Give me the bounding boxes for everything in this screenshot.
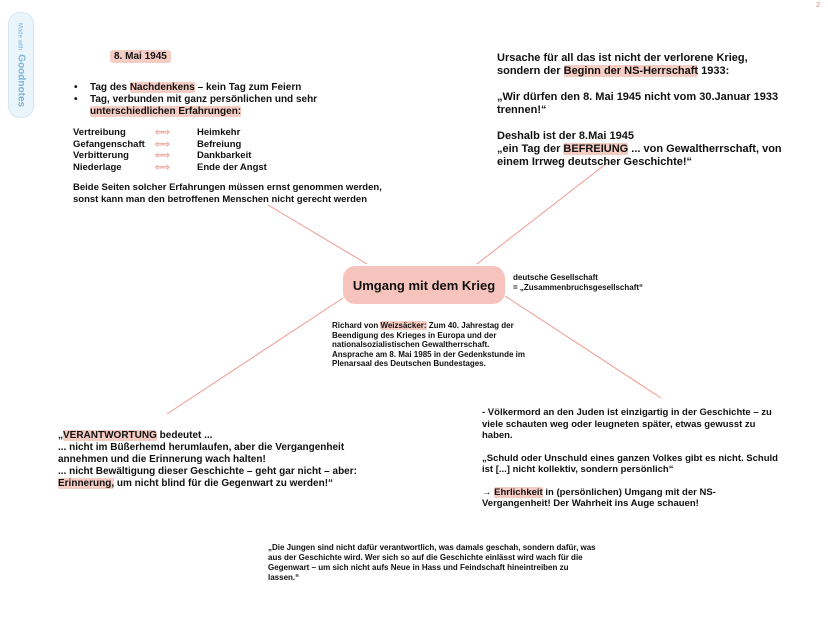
- highlight-nachdenkens: Nachdenkens: [129, 82, 195, 93]
- double-arrow-icon: ⇦⇨: [155, 138, 171, 149]
- highlight-ehrlichkeit: Ehrlichkeit: [494, 486, 543, 498]
- watermark-prefix: Made with: [16, 22, 23, 51]
- two-sides-note: Beide Seiten solcher Erfahrungen müssen ernst genommen werden, sonst kann man den betroffenen Menschen nicht gerecht werden: [73, 182, 382, 205]
- goodnotes-watermark: [8, 12, 34, 118]
- watermark-brand: Goodnotes: [15, 54, 27, 108]
- right-arrow-icon: →: [482, 486, 492, 498]
- pair-row: Verbitterung ⇦⇨ Dankbarkeit: [73, 150, 252, 161]
- double-arrow-icon: ⇦⇨: [155, 127, 171, 137]
- responsibility-block: „VERANTWORTUNG bedeutet ... ... nicht im Büßerhemd herumlaufen, aber die Vergangenheit annehmen und die Erinnerung wach halten! ... nicht Bewältigung dieser Geschichte – geht gar nicht – aber: Erinnerung, um nicht blind für die Gegenwart zu werden!“: [58, 430, 357, 489]
- guilt-quote: „Schuld oder Unschuld eines ganzen Volkes gibt es nicht. Schuld ist [...] nicht kollektiv, sondern persönlich“: [482, 452, 778, 475]
- highlight-weizsaecker: Weizsäcker:: [380, 321, 427, 330]
- experience-pairs: [73, 127, 267, 173]
- youth-quote: „Die Jungen sind nicht dafür verantwortlich, was damals geschah, sondern dafür, was aus der Geschichte wird. Wer sich so auf die Geschichte einlässt wird wach für die Gegenwart – um sich nicht aufs Neue in Hass und Feindschaft hineintreiben zu lassen.“: [268, 543, 596, 582]
- weizsaecker-source: Richard von Weizsäcker: Zum 40. Jahrestag der Beendigung des Krieges in Europa und der nationalsozialistischen Gewaltherrschaft. Ansprache am 8. Mai 1985 in der Gedenkstunde im Plenarsaal des Deutschen Bundestages.: [332, 321, 525, 369]
- connector-top-right: [477, 163, 607, 264]
- connector-bottom-left: [167, 298, 343, 414]
- quote-1933: „Wir dürfen den 8. Mai 1945 nicht vom 30.Januar 1933 trennen!“: [497, 91, 779, 116]
- pair-row: Vertreibung ⇦⇨ Heimkehr: [73, 127, 241, 138]
- date-badge: 8. Mai 1945: [110, 50, 171, 63]
- highlight-befreiung: BEFREIUNG: [563, 143, 629, 155]
- genocide-block: - Völkermord an den Juden ist einzigartig in der Geschichte – zu viele schauten weg oder leugneten später, etwas gewusst zu haben. „Schuld oder Unschuld eines ganzen Volkes gibt es nicht. Schuld ist [...] nicht kollektiv, sondern persönlich“ → Ehrlichkeit in (persönlichen) Umgang mit der NS-Vergangenheit! Der Wahrheit ins Auge schauen!: [482, 407, 782, 510]
- reflection-bullets: [74, 82, 317, 118]
- central-topic-title: Umgang mit dem Krieg: [352, 277, 496, 293]
- double-arrow-icon: ⇦⇨: [155, 161, 171, 172]
- highlight-verantwortung: VERANTWORTUNG: [63, 430, 157, 441]
- page-number: 2: [816, 2, 820, 9]
- pair-row: Gefangenschaft ⇦⇨ Befreiung: [73, 138, 242, 150]
- highlight-erinnerung: Erinnerung,: [58, 478, 115, 489]
- connector-top-left: [268, 205, 367, 264]
- highlight-ns-rule: Beginn der NS-Herrschaft: [563, 65, 699, 77]
- cause-block: Ursache für all das ist nicht der verlorene Krieg, sondern der Beginn der NS-Herrschaft 1933: „Wir dürfen den 8. Mai 1945 nicht vom 30.Januar 1933 trennen!“ Deshalb ist der 8.Mai 1945 „ein Tag der BEFREIUNG ... von Gewaltherrschaft, von einem Irrweg deutscher Geschichte!“: [497, 52, 797, 169]
- double-arrow-icon: ⇦⇨: [155, 150, 171, 160]
- bullet-reflection-day: • Tag des Nachdenkens – kein Tag zum Feiern: [74, 82, 317, 94]
- society-note: deutsche Gesellschaft = „Zusammenbruchsgesellschaft“: [513, 273, 644, 292]
- highlight-experiences: unterschiedlichen Erfahrungen:: [90, 106, 242, 117]
- bullet-experiences: • Tag, verbunden mit ganz persönlichen und sehr unterschiedlichen Erfahrungen:: [74, 94, 317, 118]
- pair-row: Niederlage ⇦⇨ Ende der Angst: [73, 161, 267, 173]
- central-topic-node[interactable]: [343, 266, 505, 304]
